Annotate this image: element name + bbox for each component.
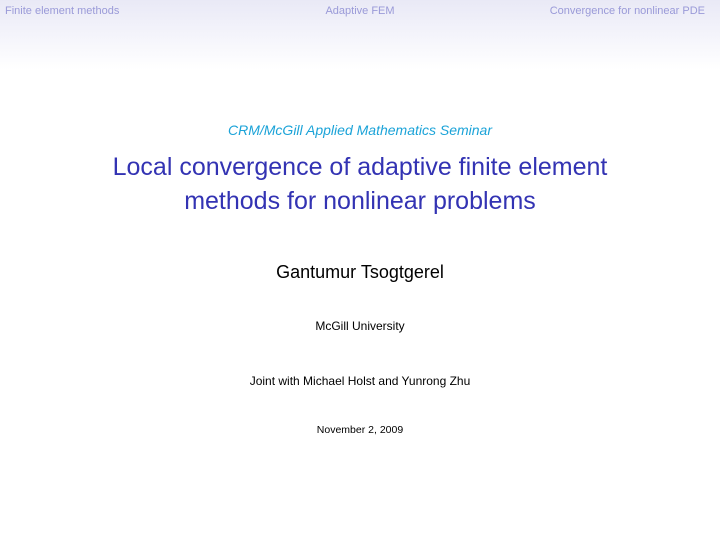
- author-name: Gantumur Tsogtgerel: [276, 262, 444, 282]
- title-line-1: Local convergence of adaptive finite element: [112, 153, 608, 181]
- header-navigation-bar: [0, 0, 720, 70]
- institute-name: McGill University: [315, 319, 405, 333]
- presentation-date: November 2, 2009: [316, 424, 404, 436]
- seminar-name: CRM/McGill Applied Mathematics Seminar: [228, 122, 492, 138]
- nav-link-convergence-nonlinear-pde[interactable]: Convergence for nonlinear PDE: [549, 5, 705, 17]
- collaborators-line: Joint with Michael Holst and Yunrong Zhu: [249, 374, 471, 388]
- slide-title: [60, 150, 660, 218]
- nav-link-adaptive-fem[interactable]: Adaptive FEM: [325, 5, 395, 17]
- nav-link-finite-element-methods[interactable]: Finite element methods: [5, 5, 120, 17]
- title-line-2: methods for nonlinear problems: [184, 187, 536, 215]
